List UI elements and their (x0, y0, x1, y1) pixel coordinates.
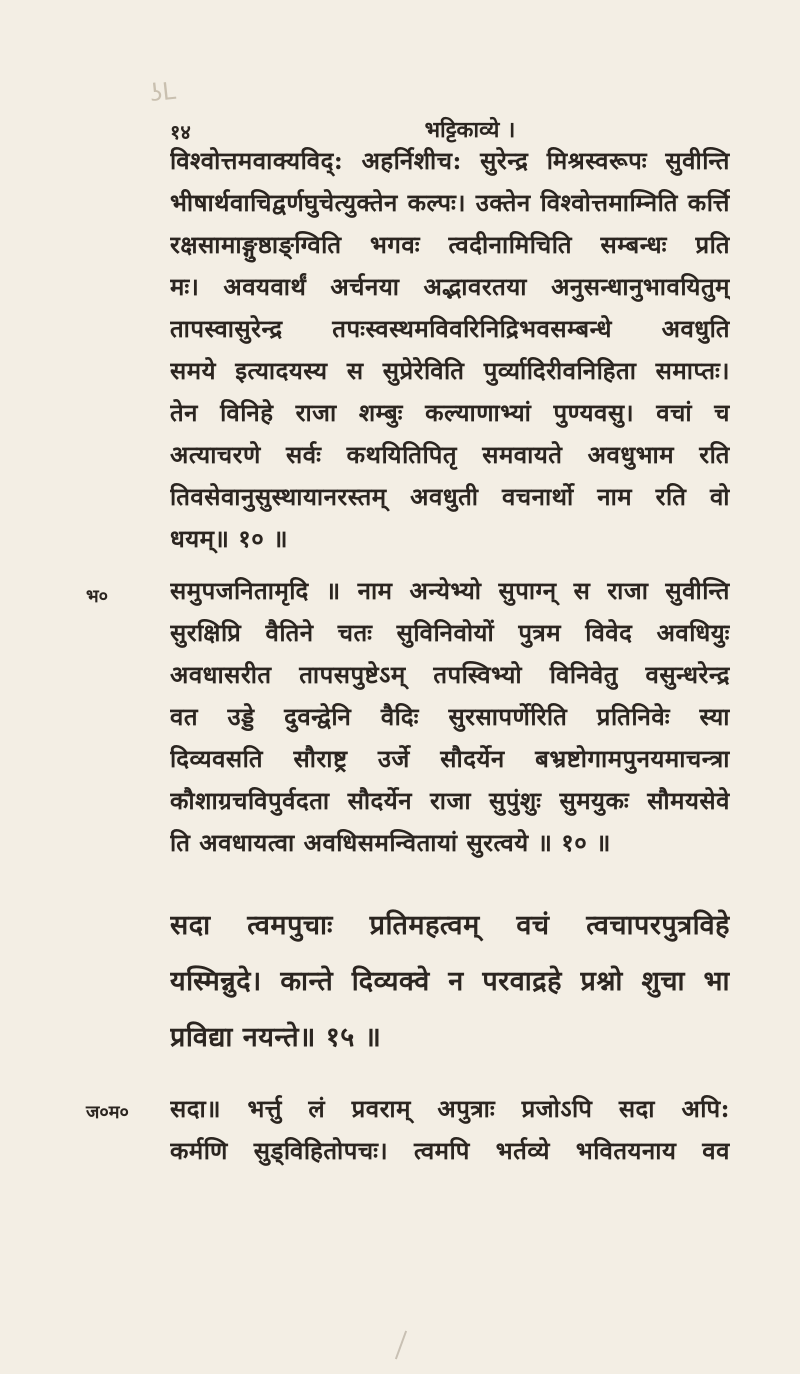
text-line: भीषार्थवाचिद्वर्णघुचेत्युक्तेन कल्पः। उक्तेन विश्वोत्तमाम्निति कर्त्ति (170, 188, 730, 217)
text-line: ति अवधायत्वा अवधिसमन्वितायां सुरत्वये ॥ १० ॥ (170, 828, 611, 857)
page-number: १४ (170, 120, 191, 144)
text-line: विश्वोत्तमवाक्यविद्: अहर्निशीच: सुरेन्द्र मिश्रस्वरूपः सुवीन्ति (170, 146, 730, 175)
text-line: सुरक्षिप्रि वैतिने चतः सुविनिवोयों पुत्रम विवेद अवधियुः (170, 618, 730, 647)
paper-mark (395, 1331, 407, 1360)
margin-note: ज०म० (86, 1102, 129, 1123)
text-line: वत उड्डे दुवन्द्वेनि वैदिः सुरसापर्णेरिति प्रतिनिवेः स्या (170, 702, 730, 731)
margin-note: भ० (86, 586, 109, 607)
text-line: तेन विनिहे राजा शम्बुः कल्याणाभ्यां पुण्यवसु। वचां च (170, 398, 730, 427)
text-line: समये इत्यादयस्य स सुप्रेरेविति पुर्व्यादिरीवनिहिता समाप्तः। (170, 356, 730, 385)
text-line: समुपजनितामृदि ॥ नाम अन्येभ्यो सुपाग्न् स राजा सुवीन्ति (170, 576, 730, 605)
text-line: सदा॥ भर्त्तु लं प्रवराम् अपुत्राः प्रजोऽपि सदा अपि: (170, 1094, 730, 1123)
commentary-paragraph-1 (170, 140, 730, 560)
text-line: अवधासरीत तापसपुष्टेऽम् तपस्विभ्यो विनिवेतु वसुन्धरेन्द्र (170, 660, 730, 689)
text-line: कौशाग्रचविपुर्वदता सौदर्येन राजा सुपुंशुः सुमयुकः सौमयसेवे (170, 786, 730, 815)
verse-line: यस्मिन्नुदे। कान्ते दिव्यक्वे न परवाद्रहे प्रश्नो शुचा भा (170, 966, 730, 997)
commentary-paragraph-3 (170, 1088, 730, 1172)
verse-block (170, 898, 730, 1066)
commentary-paragraph-2 (170, 570, 730, 864)
text-line: दिव्यवसति सौराष्ट्र उर्जे सौदर्येन बभ्रष्टोगामपुनयमाचन्त्रा (170, 744, 730, 773)
text-line: रक्षसामाङ्गुष्ठाङ्ग्विति भगवः त्वदीनामिचिति सम्बन्धः प्रति (170, 230, 730, 259)
verse-line: प्रविद्या नयन्ते॥ १५ ॥ (170, 1022, 382, 1053)
text-line: तिवसेवानुसुस्थायानरस्तम् अवधुती वचनार्थो नाम रति वो (170, 482, 730, 511)
text-line: तापस्वासुरेन्द्र तपःस्वस्थमविवरिनिद्रिभवसम्बन्धे अवधुति (170, 314, 730, 343)
handwritten-mark: ʖL (148, 76, 178, 108)
text-line: मः। अवयवार्थं अर्चनया अद्भावरतया अनुसन्धानुभावयितुम् (170, 272, 730, 301)
text-line: धयम्॥ १० ॥ (170, 524, 288, 553)
text-line: कर्मणि सुड्विहितोपचः। त्वमपि भर्तव्ये भवितयनाय वव (170, 1136, 730, 1165)
verse-line: सदा त्वमपुचाः प्रतिमहत्वम् वचं त्वचापरपुत्रविहे (170, 910, 730, 941)
running-title: भट्टिकाव्ये । (424, 117, 516, 143)
text-line: अत्याचरणे सर्वः कथयितिपितृ समवायते अवधुभाम रति (170, 440, 730, 469)
